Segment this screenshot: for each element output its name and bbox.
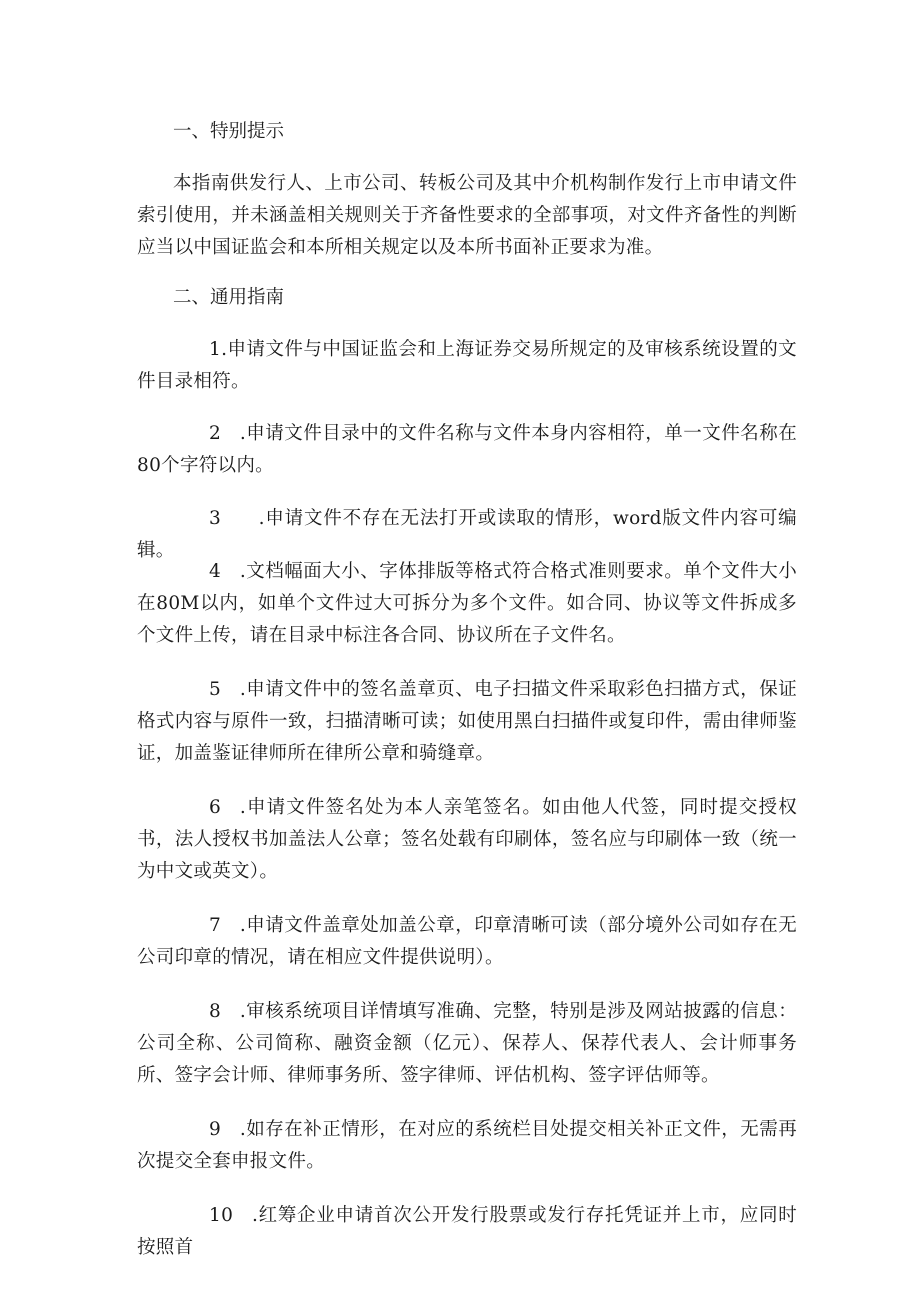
item-number: 2 .: [209, 423, 247, 444]
item-number: 1.: [209, 339, 228, 360]
list-item: [137, 996, 797, 1092]
list-item: [137, 910, 797, 974]
item-text: 申请文件目录中的文件名称与文件本身内容相符，单一文件名称在80个字符以内。: [137, 423, 797, 476]
list-item: [137, 674, 797, 770]
list-item: [137, 334, 797, 398]
item-text: 红筹企业申请首次公开发行股票或发行存托凭证并上市，应同时按照首: [137, 1205, 797, 1258]
heading-special-notice: 一、特别提示: [173, 121, 285, 142]
item-text: 文档幅面大小、字体排版等格式符合格式准则要求。单个文件大小在80M以内，如单个文件过大可拆分为多个文件。如合同、协议等文件拆成多个文件上传，请在目录中标注各合同、协议所在子文件名。: [137, 561, 797, 646]
list-item: [137, 792, 797, 888]
item-text: 如存在补正情形，在对应的系统栏目处提交相关补正文件，无需再次提交全套申报文件。: [137, 1119, 797, 1172]
item-number: 10 .: [209, 1205, 259, 1226]
item-number: 5 .: [209, 679, 247, 700]
item-text: 申请文件签名处为本人亲笔签名。如由他人代签，同时提交授权书，法人授权书加盖法人公章；签名处载有印刷体，签名应与印刷体一致（统一为中文或英文）。: [137, 797, 797, 882]
item-number: 7 .: [209, 915, 247, 936]
item-number: 9 .: [209, 1119, 247, 1140]
item-number: 8 .: [209, 1001, 247, 1022]
list-item: [137, 556, 797, 652]
list-item: [137, 1200, 797, 1264]
item-text: 申请文件盖章处加盖公章，印章清晰可读（部分境外公司如存在无公司印章的情况，请在相应文件提供说明）。: [137, 915, 797, 968]
list-item: [137, 1114, 797, 1178]
item-text: 申请文件不存在无法打开或读取的情形，word版文件内容可编辑。: [137, 508, 797, 561]
item-number: 4 .: [209, 561, 247, 582]
item-text: 申请文件与中国证监会和上海证券交易所规定的及审核系统设置的文件目录相符。: [137, 339, 797, 392]
paragraph-special-notice: 本指南供发行人、上市公司、转板公司及其中介机构制作发行上市申请文件索引使用，并未涵盖相关规则关于齐备性要求的全部事项，对文件齐备性的判断应当以中国证监会和本所相关规定以及本所书面补正要求为准。: [137, 173, 797, 258]
item-text: 申请文件中的签名盖章页、电子扫描文件采取彩色扫描方式，保证格式内容与原件一致，扫描清晰可读；如使用黑白扫描件或复印件，需由律师鉴证，加盖鉴证律师所在律所公章和骑缝章。: [137, 679, 797, 764]
item-number: 3 .: [209, 508, 265, 529]
list-item: [137, 418, 797, 482]
heading-general-guide: 二、通用指南: [173, 287, 285, 308]
item-text: 审核系统项目详情填写准确、完整，特别是涉及网站披露的信息：公司全称、公司简称、融资金额（亿元）、保荐人、保荐代表人、会计师事务所、签字会计师、律师事务所、签字律师、评估机构、签字评估师等。: [137, 1001, 797, 1086]
item-number: 6 .: [209, 797, 247, 818]
